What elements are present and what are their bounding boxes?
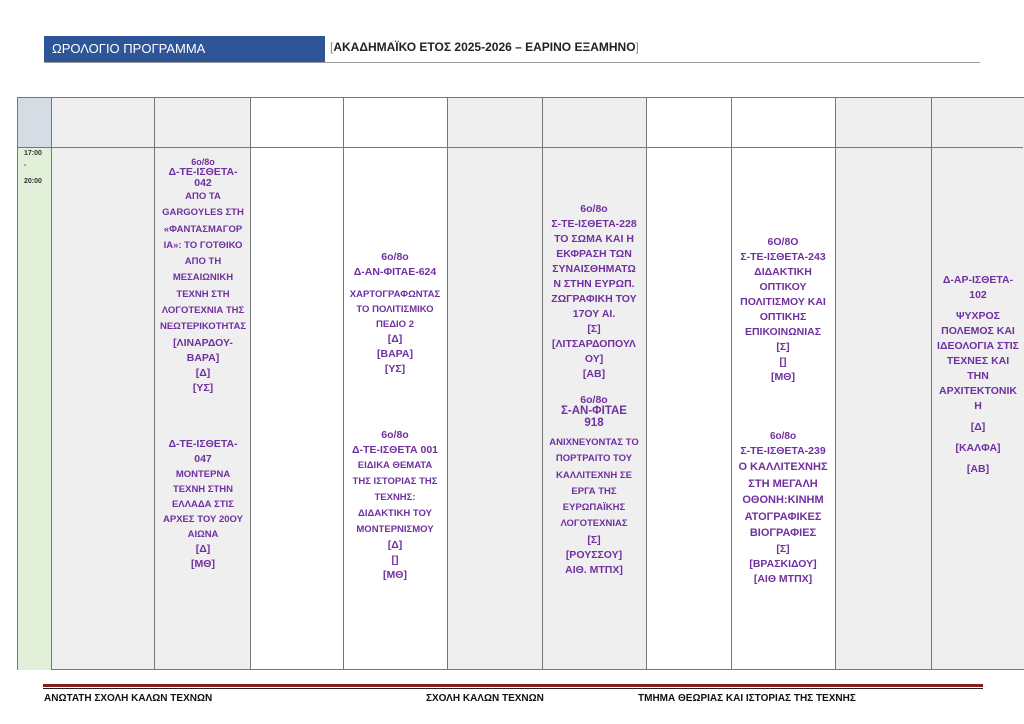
grid-column: [835, 98, 931, 669]
course-instructor: [ΚΑΛΦΑ]: [955, 442, 1001, 454]
header-divider: [44, 62, 980, 63]
footer-school: ΣΧΟΛΗ ΚΑΛΩΝ ΤΕΧΝΩΝ: [426, 693, 544, 704]
course-instructor: [ΒΡΑΣΚΙΔΟΥ]: [749, 557, 817, 570]
course-room: [ΑΒ]: [966, 463, 990, 475]
course-code: Δ-ΑΡ-ΙΣΘΕΤΑ- 102: [942, 274, 1014, 301]
grid-column: [51, 98, 154, 669]
course-room: [ΥΣ]: [192, 381, 214, 394]
course-room: [ΑΙΘ ΜΤΠΧ]: [753, 572, 813, 585]
course-room: [ΜΘ]: [771, 371, 795, 383]
footer-department: ΤΜΗΜΑ ΘΕΩΡΙΑΣ ΚΑΙ ΙΣΤΟΡΙΑΣ ΤΗΣ ΤΕΧΝΗΣ: [638, 693, 856, 704]
course-type: [Δ]: [970, 421, 986, 433]
grid-column: [542, 98, 646, 669]
course-title: ΕΙΔΙΚΑ ΘΕΜΑΤΑ ΤΗΣ ΙΣΤΟΡΙΑΣ ΤΗΣ ΤΕΧΝΗΣ: ΔΙΔΑΚΤΙΚΗ ΤΟΥ ΜΟΝΤΕΡΝΙΣΜΟΥ: [352, 460, 438, 535]
course-title: ΜΟΝΤΕΡΝΑ ΤΕΧΝΗ ΣΤΗΝ ΕΛΛΑΔΑ ΣΤΙΣ ΑΡΧΕΣ ΤΟΥ 20ΟΥ ΑΙΩΝΑ: [163, 469, 243, 540]
course-room: [ΥΣ]: [384, 363, 406, 375]
course-title: ΔΙΔΑΚΤΙΚΗ ΟΠΤΙΚΟΥ ΠΟΛΙΤΙΣΜΟΥ ΚΑΙ ΟΠΤΙΚΗΣ ΕΠΙΚΟΙΝΩΝΙΑΣ: [740, 266, 826, 338]
course-title: ΨΥΧΡΟΣ ΠΟΛΕΜΟΣ ΚΑΙ ΙΔΕΟΛΟΓΙΑ ΣΤΙΣ ΤΕΧΝΕΣ ΚΑΙ ΤΗΝ ΑΡΧΙΤΕΚΤΟΝΙΚ Η: [937, 310, 1019, 412]
course-code: Σ-ΑΝ-ΦΙΤΑΕ 918: [561, 405, 627, 429]
course-instructor: [ΛΙΝΑΡΔΟΥ- ΒΑΡΑ]: [173, 336, 233, 364]
course-code: Δ-ΤΕ-ΙΣΘΕΤΑ- 047: [168, 438, 238, 465]
course-code: Δ-ΑΝ-ΦΙΤΑΕ-624: [353, 266, 437, 278]
course-title: ΤΟ ΣΩΜΑ ΚΑΙ Η ΕΚΦΡΑΣΗ ΤΩΝ ΣΥΝΑΙΣΘΗΜΑΤΩ Ν ΣΤΗΝ ΕΥΡΩΠ. ΖΩΓΡΑΦΙΚΗ ΤΟΥ 17ΟΥ ΑΙ.: [551, 233, 637, 320]
course-block-042: [157, 158, 249, 396]
grid-column: [646, 98, 731, 669]
course-semester: 6ο/8ο: [381, 251, 409, 263]
course-instructor: [ΛΙΤΣΑΡΔΟΠΟΥΛ ΟΥ]: [552, 338, 636, 365]
grid-column: [447, 98, 542, 669]
course-instructor: []: [779, 356, 787, 368]
course-room: ΑΙΘ. ΜΤΠΧ]: [565, 563, 623, 576]
course-semester: 6ο/8ο: [580, 394, 608, 406]
course-semester: 6ο/8ο: [191, 157, 215, 167]
course-semester: 6ο/8ο: [580, 203, 608, 215]
course-code: Δ-ΤΕ-ΙΣΘΕΤΑ 001: [352, 444, 438, 456]
footer-rule-black: [43, 688, 983, 689]
grid-column: [343, 98, 447, 669]
footer-university: ΑΝΩΤΑΤΗ ΣΧΟΛΗ ΚΑΛΩΝ ΤΕΧΝΩΝ: [44, 693, 213, 704]
course-type: [Σ]: [776, 341, 790, 353]
course-room: [ΑΒ]: [582, 368, 606, 380]
course-block-228: [544, 202, 644, 382]
grid-column: [250, 98, 343, 669]
bracket-open: [: [330, 40, 334, 54]
course-code: Δ-ΤΕ-ΙΣΘΕΤΑ- 042: [168, 166, 238, 189]
course-semester: 6ο/8ο: [769, 431, 797, 442]
course-code: Σ-ΤΕ-ΙΣΘΕΤΑ-243: [740, 251, 826, 263]
academic-year-subtitle: [330, 40, 639, 54]
schedule-title: ΩΡΟΛΟΓΙΟ ΠΡΟΓΡΑΜΜΑ: [44, 36, 325, 62]
course-type: [Δ]: [387, 333, 403, 345]
course-type: [Σ]: [587, 533, 601, 546]
course-title: Ο ΚΑΛΛΙΤΕΧΝΗΣ ΣΤΗ ΜΕΓΑΛΗ ΟΘΟΝΗ:ΚΙΝΗΜ ΑΤΟΓΡΑΦΙΚΕΣ ΒΙΟΓΡΑΦΙΕΣ: [738, 461, 828, 539]
course-type: [Σ]: [776, 542, 790, 555]
course-instructor: []: [391, 554, 399, 566]
footer-rule-red: [43, 684, 983, 687]
timetable-grid: [17, 97, 1024, 670]
course-block-239: [733, 429, 833, 587]
course-room: [ΜΘ]: [191, 558, 215, 570]
course-code: Σ-ΤΕ-ΙΣΘΕΤΑ-228: [551, 218, 637, 230]
time-column-header: [18, 98, 51, 147]
course-semester: 6ο/8ο: [381, 429, 409, 441]
course-room: [ΜΘ]: [383, 569, 407, 581]
course-block-624: [345, 250, 445, 377]
course-type: [Σ]: [587, 323, 601, 335]
course-title: ΑΝΙΧΝΕΥΟΝΤΑΣ ΤΟ ΠΟΡΤΡΑΙΤΟ ΤΟΥ ΚΑΛΛΙΤΕΧΝΗ ΣΕ ΕΡΓΑ ΤΗΣ ΕΥΡΩΠΑΪΚΗΣ ΛΟΓΟΤΕΧΝΙΑΣ: [549, 437, 639, 530]
course-semester: 6Ο/8Ο: [767, 236, 799, 248]
course-type: [Δ]: [195, 366, 211, 379]
header-row-divider: [18, 147, 1023, 148]
bracket-close: ]: [635, 40, 639, 54]
course-title: ΧΑΡΤΟΓΡΑΦΩΝΤΑΣ ΤΟ ΠΟΛΙΤΙΣΜΙΚΟ ΠΕΔΙΟ 2: [349, 289, 441, 330]
course-type: [Δ]: [195, 543, 211, 555]
course-code: Σ-ΤΕ-ΙΣΘΕΤΑ-239: [740, 445, 826, 457]
course-block-047: [157, 437, 249, 572]
course-type: [Δ]: [387, 539, 403, 551]
course-instructor: [ΡΟΥΣΣΟΥ]: [565, 548, 623, 561]
time-column: [18, 148, 51, 670]
course-block-102: [933, 273, 1023, 477]
subtitle-text: ΑΚΑΔΗΜΑΪΚΟ ΕΤΟΣ 2025-2026 – ΕΑΡΙΝΟ ΕΞΑΜΗΝΟ: [333, 40, 636, 54]
time-end: 20:00: [24, 178, 42, 185]
time-start: 17:00: [24, 150, 42, 157]
course-block-243: [733, 235, 833, 385]
course-block-918: [544, 396, 644, 578]
time-dash: -: [24, 162, 27, 169]
course-block-001: [345, 428, 445, 583]
course-title: ΑΠΟ ΤΑ GARGOYLES ΣΤΗ «ΦΑΝΤΑΣΜΑΓΟΡ ΙΑ»: ΤΟ ΓΟΤΘΙΚΟ ΑΠΟ ΤΗ ΜΕΣΑΙΩΝΙΚΗ ΤΕΧΝΗ ΣΤΗ ΛΟΓΟΤΕΧΝΙΑ ΤΗΣ ΝΕΩΤΕΡΙΚΟΤΗΤΑΣ: [159, 191, 247, 333]
course-instructor: [ΒΑΡΑ]: [377, 348, 413, 360]
